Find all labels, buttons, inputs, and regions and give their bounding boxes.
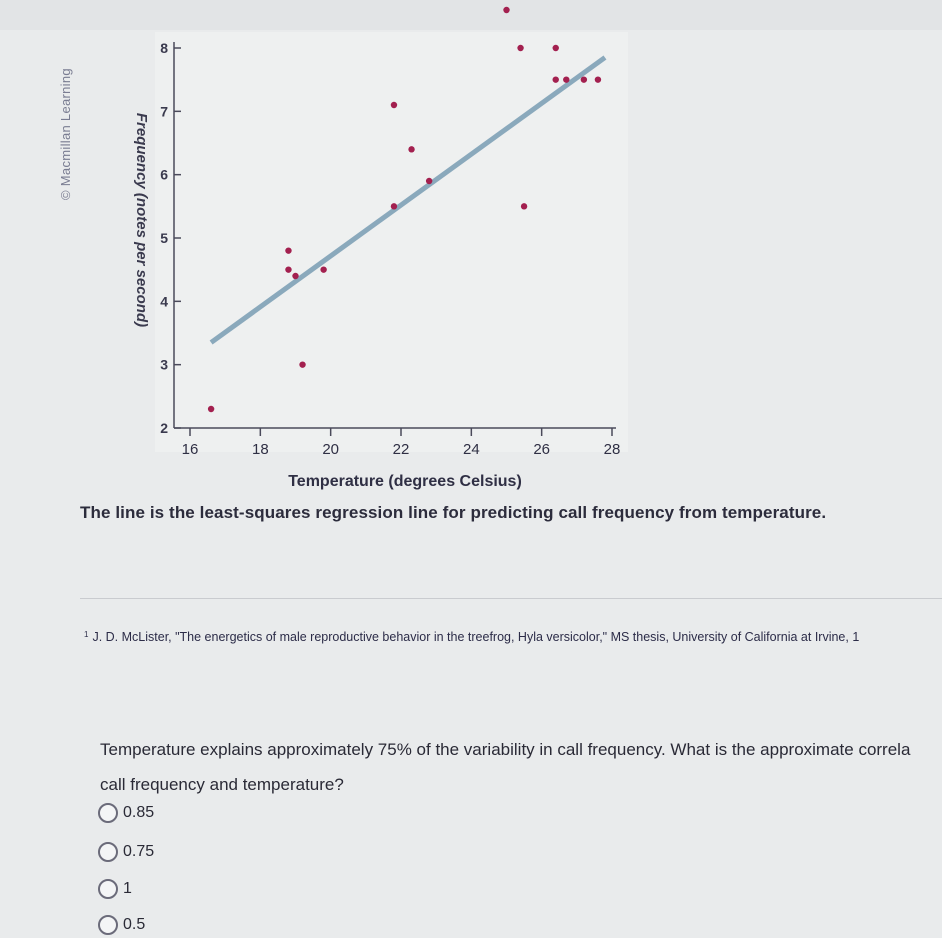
data-point bbox=[553, 76, 559, 82]
data-point bbox=[391, 203, 397, 209]
x-tick-label: 24 bbox=[462, 441, 480, 458]
y-axis-label: Frequency (notes per second) bbox=[133, 112, 150, 328]
figure-caption: The line is the least-squares regression line for predicting call frequency from temperature. bbox=[80, 503, 827, 522]
x-tick-label: 18 bbox=[251, 441, 269, 458]
data-point bbox=[320, 266, 326, 272]
y-tick-label: 6 bbox=[160, 166, 168, 183]
data-point bbox=[581, 76, 587, 82]
data-point bbox=[208, 406, 214, 412]
footnote bbox=[84, 630, 942, 644]
x-tick-label: 16 bbox=[181, 441, 199, 458]
y-tick-label: 7 bbox=[160, 103, 168, 120]
x-axis-label: Temperature (degrees Celsius) bbox=[288, 473, 522, 490]
y-tick-label: 8 bbox=[160, 40, 168, 56]
radio-button-icon[interactable] bbox=[98, 879, 118, 899]
data-point bbox=[391, 102, 397, 108]
answer-option-label: 0.75 bbox=[123, 843, 155, 860]
answer-option-label: 1 bbox=[123, 880, 132, 897]
question-text bbox=[100, 732, 942, 802]
x-tick-label: 28 bbox=[603, 441, 621, 458]
y-tick-label: 3 bbox=[160, 356, 168, 373]
y-tick-label: 4 bbox=[160, 293, 168, 310]
x-tick-label: 26 bbox=[533, 441, 551, 458]
data-point bbox=[408, 146, 414, 152]
x-tick-label: 22 bbox=[392, 441, 410, 458]
publisher-watermark: © Macmillan Learning bbox=[58, 68, 73, 200]
data-point bbox=[517, 45, 523, 51]
answer-option-0-85[interactable] bbox=[98, 800, 154, 826]
y-tick-label: 5 bbox=[160, 230, 168, 246]
data-point bbox=[299, 361, 305, 367]
data-point bbox=[521, 203, 527, 209]
radio-button-icon[interactable] bbox=[98, 842, 118, 862]
radio-button-icon[interactable] bbox=[98, 915, 118, 935]
answer-option-0-5[interactable] bbox=[98, 912, 145, 938]
data-point bbox=[563, 76, 569, 82]
answer-option-label: 0.5 bbox=[123, 916, 146, 933]
data-point bbox=[503, 7, 509, 13]
data-point bbox=[553, 45, 559, 51]
answer-option-1[interactable] bbox=[98, 876, 132, 902]
radio-button-icon[interactable] bbox=[98, 803, 118, 823]
answer-option-label: 0.85 bbox=[123, 804, 155, 821]
data-point bbox=[292, 273, 298, 279]
question-line-2: call frequency and temperature? bbox=[100, 775, 344, 794]
y-tick-label: 2 bbox=[160, 420, 168, 436]
footnote-text: J. D. McLister, "The energetics of male reproductive behavior in the treefrog, Hyla versicolor," MS thesis, University of California at Irvine, 1 bbox=[92, 630, 860, 644]
data-point bbox=[285, 247, 291, 253]
x-tick-label: 20 bbox=[322, 441, 340, 458]
answer-option-0-75[interactable] bbox=[98, 839, 154, 865]
data-point bbox=[426, 178, 432, 184]
data-point bbox=[595, 76, 601, 82]
data-point bbox=[285, 266, 291, 272]
footnote-marker: 1 bbox=[84, 630, 89, 639]
question-line-1: Temperature explains approximately 75% of the variability in call frequency. What is the approximate correla bbox=[100, 740, 911, 759]
section-divider bbox=[80, 598, 942, 599]
